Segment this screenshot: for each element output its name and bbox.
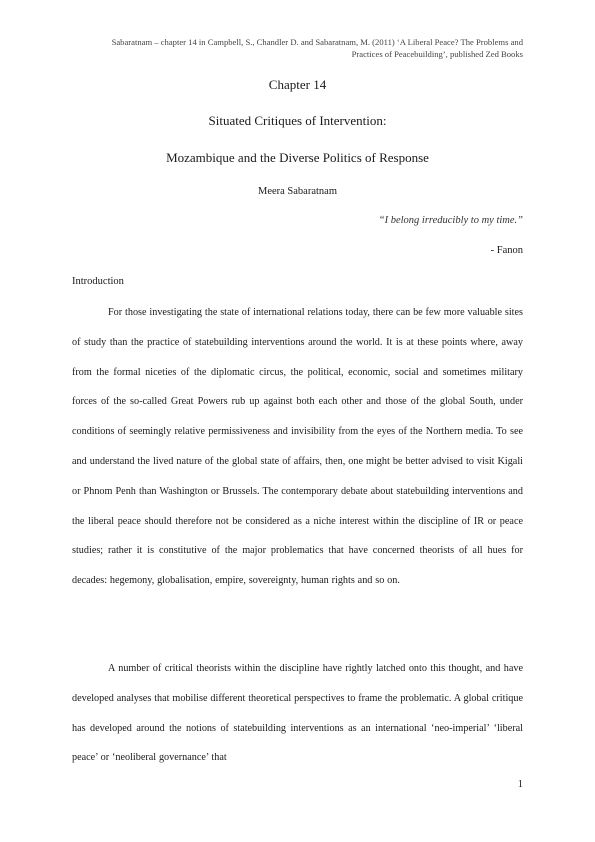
- page-number: 1: [517, 779, 523, 790]
- header-line-1: Sabaratnam – chapter 14 in Campbell, S., Chandler D. and Sabaratnam, M. (2011) ‘A Liberal Peace? The Problems and: [111, 37, 523, 47]
- epigraph-source: - Fanon: [490, 245, 523, 256]
- epigraph-quote: “I belong irreducibly to my time.”: [378, 215, 523, 226]
- section-heading: Introduction: [72, 276, 124, 287]
- body-paragraph: A number of critical theorists within the discipline have rightly latched onto this thought, and have developed analyses that mobilise different theoretical perspectives to frame the problematic. A global critique has developed around the notions of statebuilding interventions as an international ‘neo-imperial’ ‘liberal peace’ or ‘neoliberal governance’ that: [72, 663, 523, 764]
- running-header: [63, 36, 523, 60]
- body-paragraph: For those investigating the state of international relations today, there can be few more valuable sites of study than the practice of statebuilding interventions around the world. It is at these points where, away from the formal niceties of the diplomatic circus, the political, economic, social and sometimes military forces of the so-called Great Powers rub up against both each other and those of the global South, under conditions of seemingly relative permissiveness and invisibility from the eyes of the Northern media. To see and understand the lived nature of the global state of affairs, then, one might be better advised to visit Kigali or Phnom Penh than Washington or Brussels. The contemporary debate about statebuilding interventions and the liberal peace should therefore not be considered as a niche interest within the discipline of IR or peace studies; rather it is constitutive of the major problematics that have concerned theorists of all hues for decades: hegemony, globalisation, empire, sovereignty, human rights and so on.: [72, 307, 523, 587]
- chapter-title-line-1: Situated Critiques of Intervention:: [208, 113, 387, 128]
- body-paragraph-2-block: [72, 654, 523, 773]
- chapter-title-line-2: Mozambique and the Diverse Politics of Response: [166, 150, 429, 165]
- body-paragraph-1-block: [72, 298, 523, 596]
- chapter-number: Chapter 14: [268, 77, 327, 92]
- header-line-2: Practices of Peacebuilding’, published Zed Books: [351, 49, 523, 59]
- author-name: Meera Sabaratnam: [257, 186, 337, 197]
